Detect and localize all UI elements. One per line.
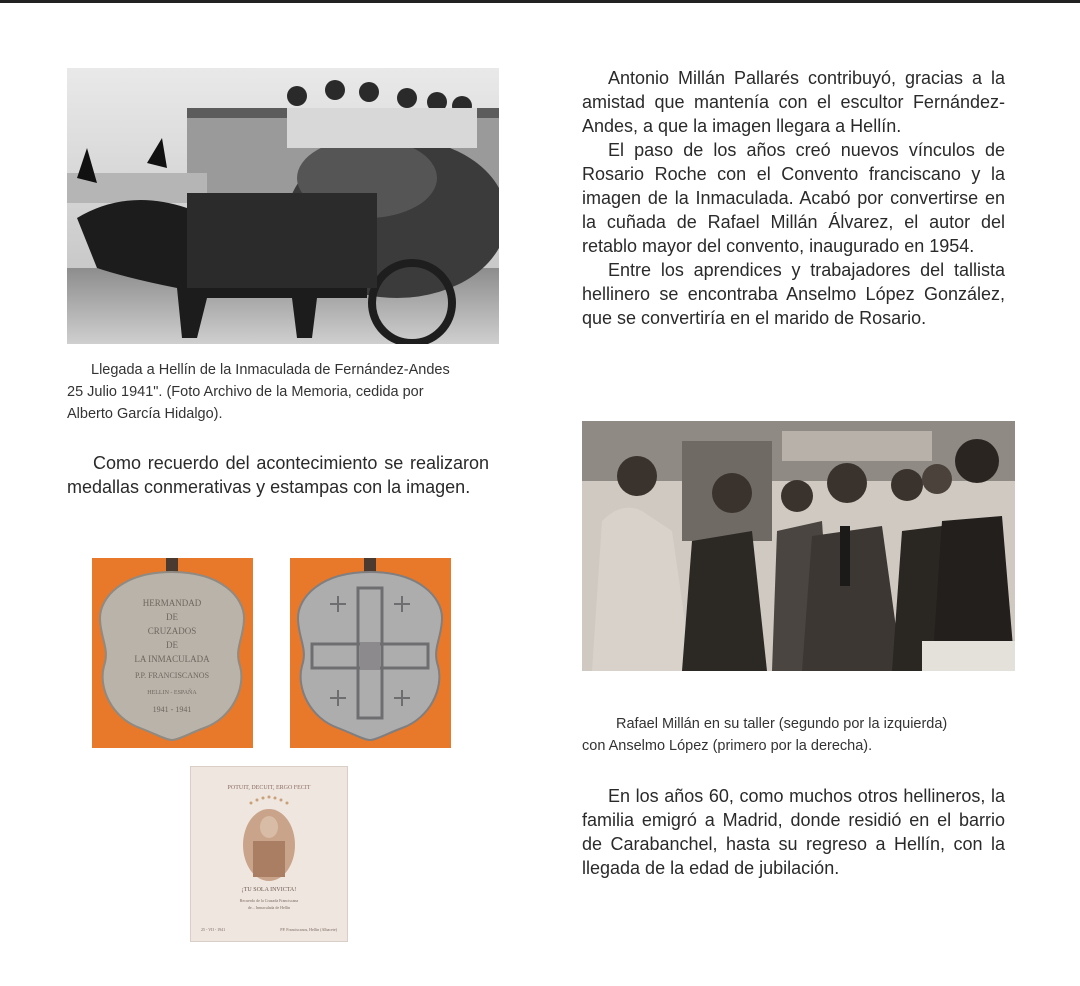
- paragraph-history-3: Entre los aprendices y trabajadores del tallista hellinero se encontraba Anselmo López González, que se convertiría en el marido de Rosario.: [582, 260, 1005, 328]
- caption-ox-cart-line1: Llegada a Hellín de la Inmaculada de Fernández-Andes: [91, 362, 450, 378]
- medal-back-image: [290, 558, 451, 748]
- caption-workshop-line2: con Anselmo López (primero por la derecha).: [582, 738, 873, 754]
- medal-line3: DE: [166, 640, 178, 650]
- medal-line6: HELLIN - ESPAÑA: [147, 690, 197, 696]
- medal-line2: CRUZADOS: [147, 626, 197, 636]
- holy-card-arc-text: POTUIT, DECUIT, ERGO FECIT: [227, 785, 311, 791]
- caption-ox-cart-line2: 25 Julio 1941". (Foto Archivo de la Memoria, cedida por: [67, 384, 424, 400]
- holy-card-right-foot: PP. Franciscanos, Hellín (Albacete): [280, 927, 337, 932]
- holy-card-left-foot: 25 - VII - 1941: [201, 927, 226, 932]
- paragraph-history-2: El paso de los años creó nuevos vínculos de Rosario Roche con el Convento franciscano y la imagen de la Inmaculada. Acabó por convertirse en la cuñada de Rafael Millán Álvarez, el autor del retablo mayor del convento, inaugurado en 1954.: [582, 140, 1005, 256]
- medal-front-image: [92, 558, 253, 748]
- holy-card-text2: de... Inmaculada de Hellín: [247, 905, 291, 910]
- paragraphs-history: [582, 66, 1005, 330]
- top-border-line: [0, 0, 1080, 3]
- caption-workshop: [582, 713, 1012, 757]
- caption-ox-cart: [67, 359, 499, 425]
- medal-line7: 1941 - 1941: [152, 705, 192, 714]
- paragraph-emigration-text: En los años 60, como muchos otros hellineros, la familia emigró a Madrid, donde residió en el barrio de Carabanchel, hasta su regreso a Hellín, con la llegada de la edad de jubilación.: [582, 786, 1005, 878]
- medal-arc-text: HERMANDAD: [142, 598, 202, 608]
- paragraph-medals-text: Como recuerdo del acontecimiento se realizaron medallas conmerativas y estampas con la imagen.: [67, 453, 489, 497]
- paragraph-history-1: Antonio Millán Pallarés contribuyó, gracias a la amistad que mantenía con el escultor Fernández-Andes, a que la imagen llegara a Hellín.: [582, 68, 1005, 136]
- paragraph-medals: [67, 451, 489, 499]
- medal-line5: P.P. FRANCISCANOS: [134, 671, 210, 680]
- medal-line4: LA INMACULADA: [134, 654, 210, 664]
- holy-card-text1: Recuerdo de la Cruzada Franciscana: [239, 898, 299, 903]
- caption-workshop-line1: Rafael Millán en su taller (segundo por la izquierda): [616, 716, 948, 732]
- paragraph-emigration: [582, 784, 1005, 880]
- photo-workshop: [582, 421, 1015, 671]
- holy-card-image: [190, 766, 348, 942]
- medal-line1: DE: [166, 612, 178, 622]
- photo-ox-cart: [67, 68, 499, 344]
- caption-ox-cart-line3: Alberto García Hidalgo).: [67, 406, 223, 422]
- holy-card-motto: ¡TU SOLA INVICTA!: [241, 887, 297, 893]
